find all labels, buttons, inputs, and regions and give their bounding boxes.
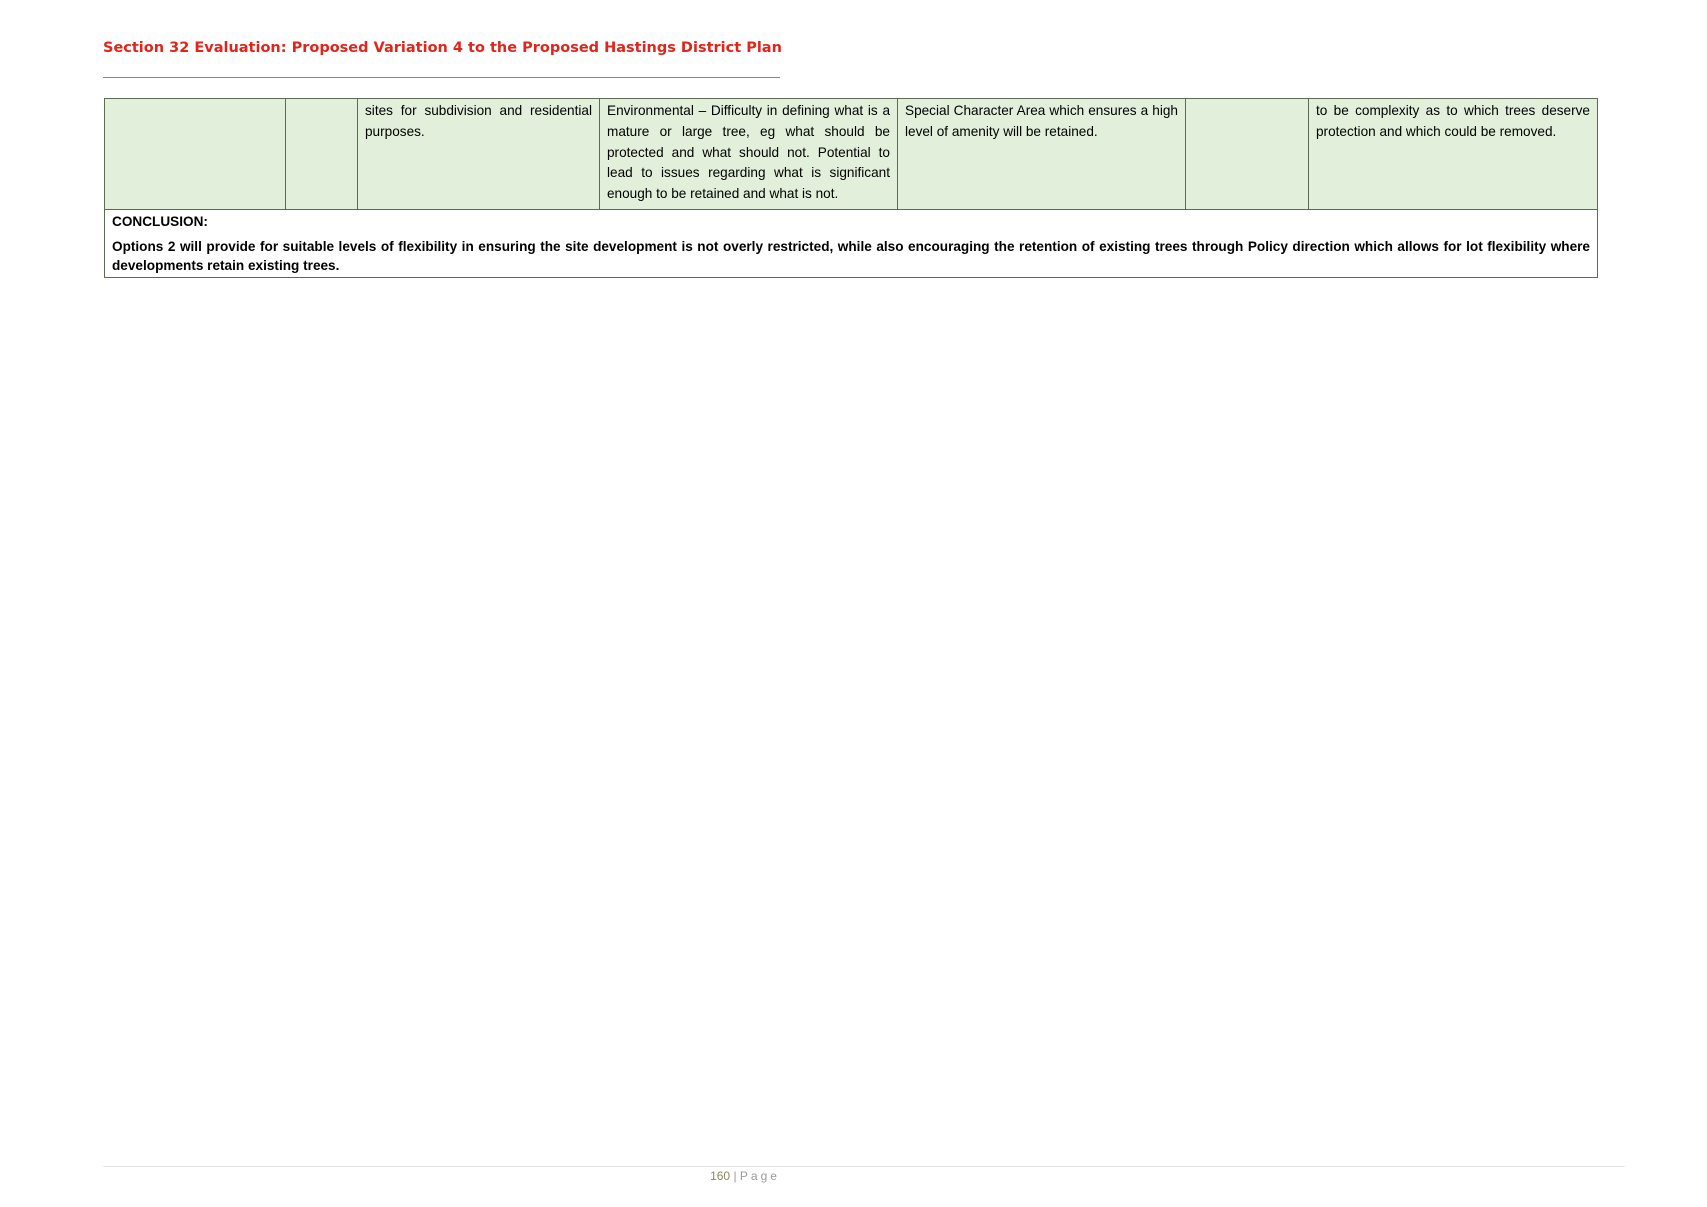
table-cell-1	[105, 99, 286, 210]
page-number: 160	[710, 1169, 731, 1183]
table-cell-3: sites for subdivision and residential purposes.	[358, 99, 600, 210]
conclusion-label: CONCLUSION:	[112, 214, 208, 229]
page-footer	[0, 1169, 1490, 1183]
conclusion-text: Options 2 will provide for suitable levels of flexibility in ensuring the site development is not overly restricted, while also encouraging the retention of existing trees through Policy direction which allows for lot flexibility where developments retain existing trees.	[112, 238, 1590, 273]
footer-divider	[103, 1166, 1625, 1167]
table-cell-6	[1186, 99, 1309, 210]
header-divider	[103, 77, 780, 78]
table-cell-7: to be complexity as to which trees deserve protection and which could be removed.	[1309, 99, 1598, 210]
table-cell-4: Environmental – Difficulty in defining what is a mature or large tree, eg what should be protected and what should not. Potential to lead to issues regarding what is significant enough to be retained and what is not.	[600, 99, 898, 210]
evaluation-table	[104, 98, 1598, 278]
conclusion-row	[105, 210, 1598, 278]
table-cell-2	[286, 99, 358, 210]
evaluation-table-container	[104, 98, 1597, 278]
table-cell-5: Special Character Area which ensures a high level of amenity will be retained.	[898, 99, 1186, 210]
conclusion-cell	[105, 210, 1598, 278]
page-label: Page	[739, 1169, 780, 1183]
page-header-title: Section 32 Evaluation: Proposed Variation 4 to the Proposed Hastings District Plan	[103, 40, 782, 56]
table-row	[105, 99, 1598, 210]
page-separator: |	[733, 1169, 737, 1183]
